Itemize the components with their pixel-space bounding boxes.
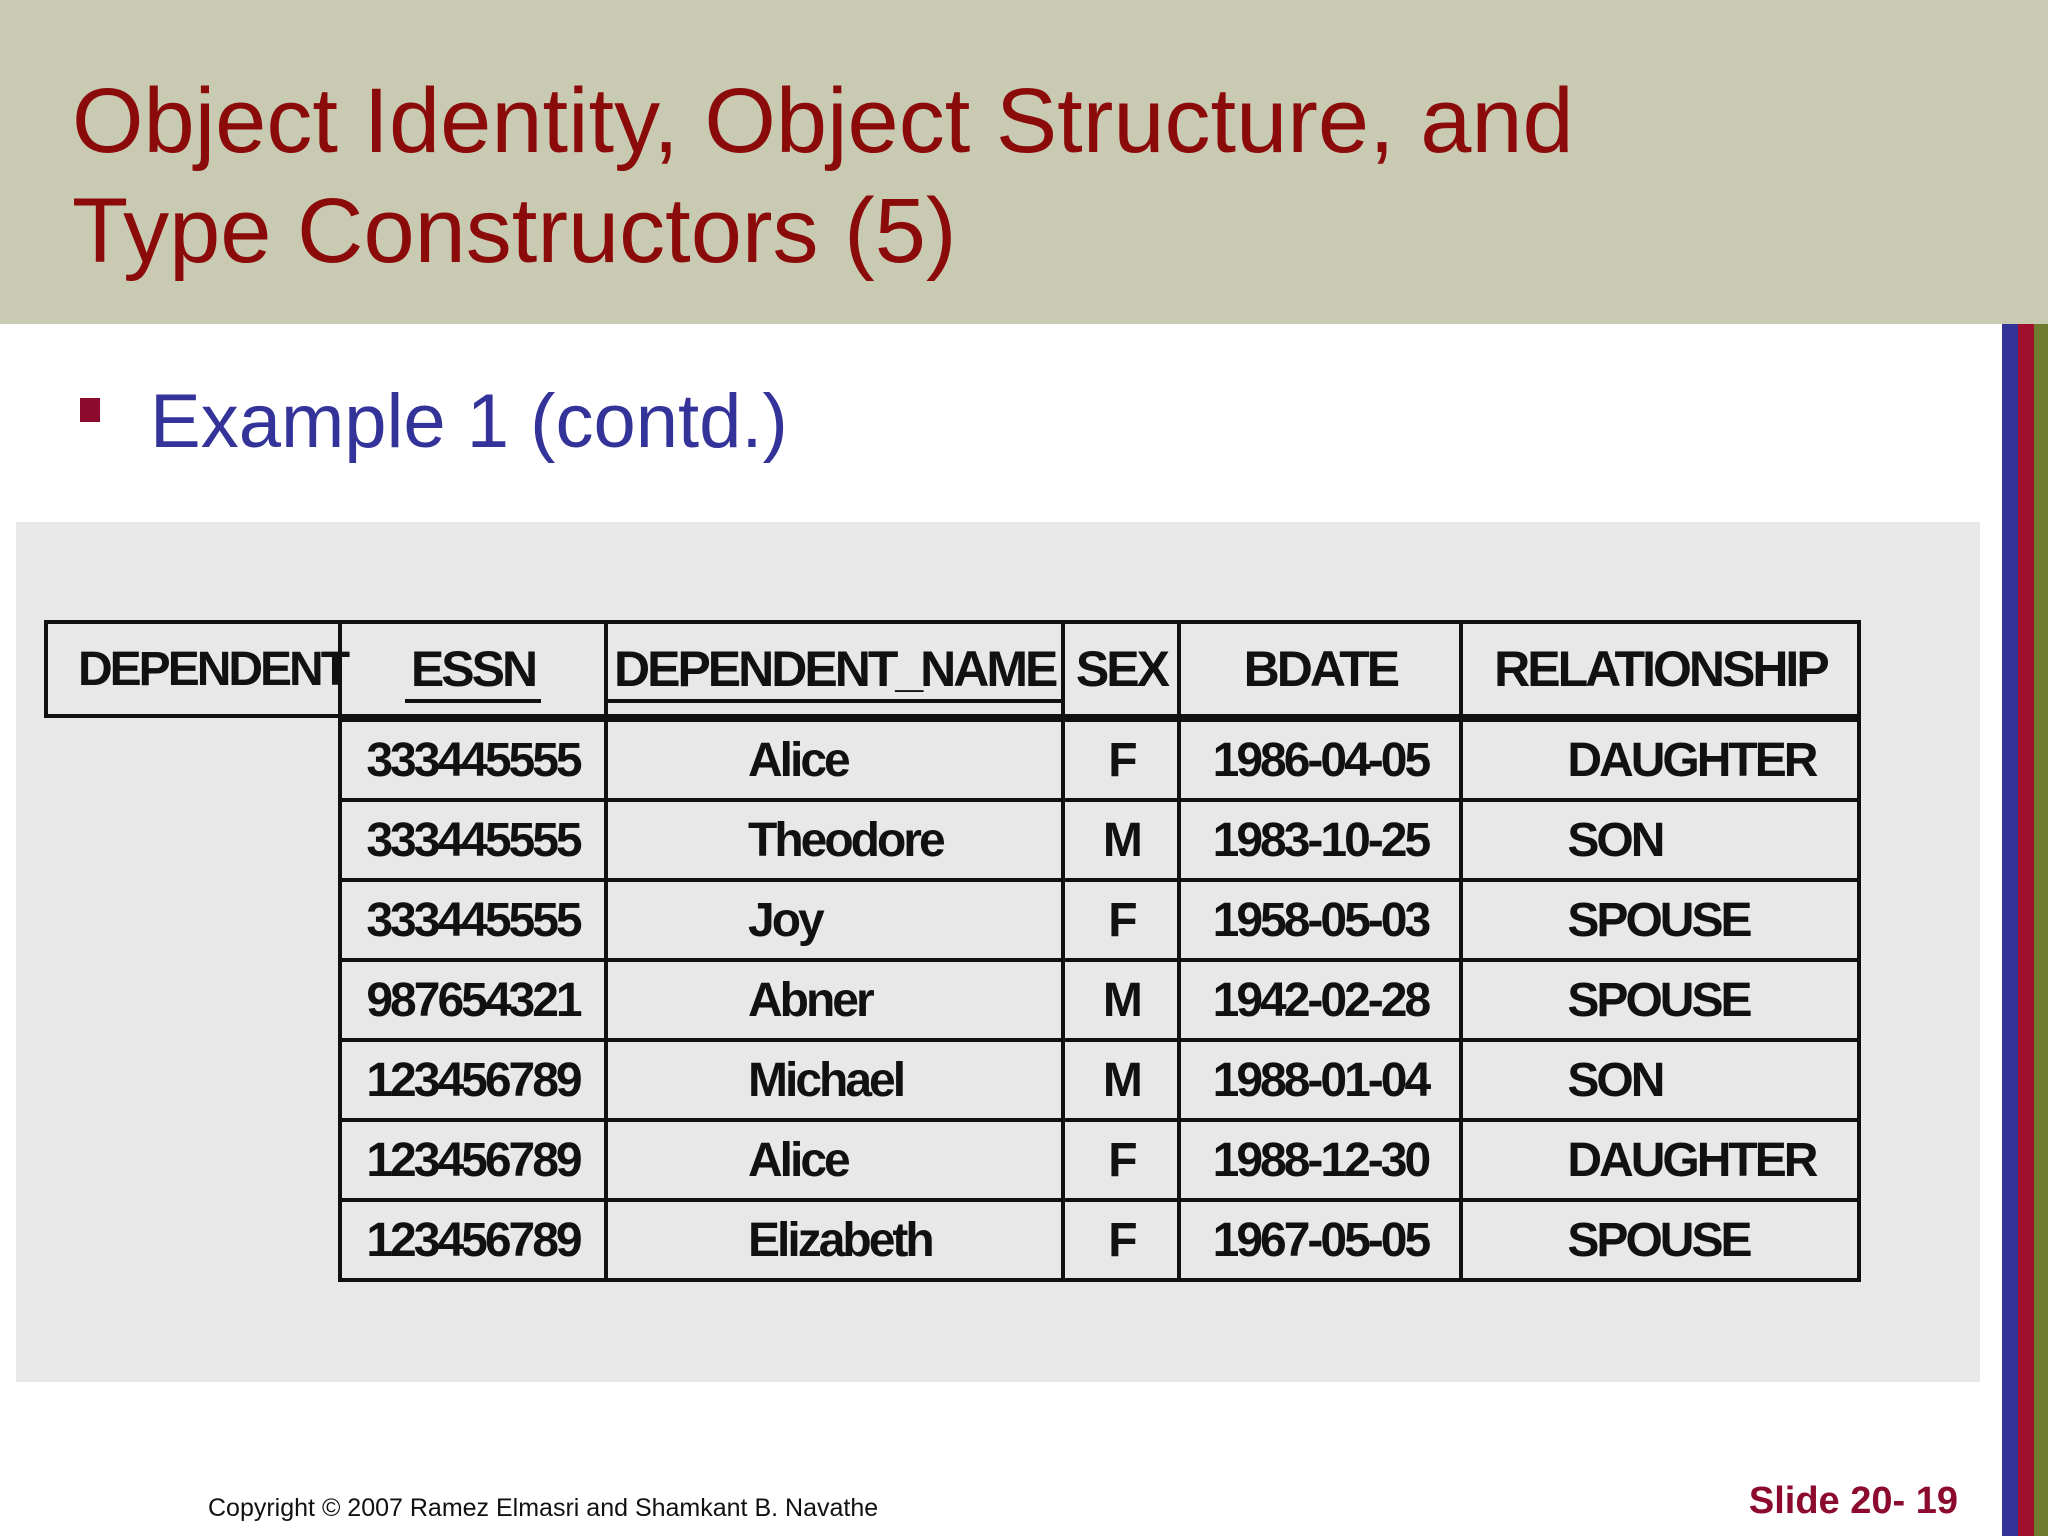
cell-essn: 123456789	[340, 1040, 606, 1120]
cell-essn: 123456789	[340, 1120, 606, 1200]
cell-dependent-name: Theodore	[606, 800, 1063, 880]
cell-relationship: SPOUSE	[1461, 880, 1859, 960]
decorative-stripes	[2002, 324, 2048, 1536]
table-row	[340, 1040, 1859, 1120]
cell-dependent-name: Michael	[606, 1040, 1063, 1120]
slide-title	[72, 66, 1772, 286]
bullet-text: Example 1 (contd.)	[150, 379, 788, 464]
table-header-row	[340, 622, 1859, 718]
cell-relationship: DAUGHTER	[1461, 1120, 1859, 1200]
cell-bdate: 1986-04-05	[1179, 718, 1461, 800]
cell-bdate: 1983-10-25	[1179, 800, 1461, 880]
cell-sex: F	[1063, 880, 1179, 960]
slide-title-line-2: Type Constructors (5)	[72, 180, 957, 282]
cell-sex: F	[1063, 718, 1179, 800]
cell-bdate: 1942-02-28	[1179, 960, 1461, 1040]
cell-essn: 333445555	[340, 718, 606, 800]
cell-bdate: 1988-12-30	[1179, 1120, 1461, 1200]
cell-bdate: 1967-05-05	[1179, 1200, 1461, 1280]
column-header-dependent-name: DEPENDENT_NAME	[606, 622, 1063, 718]
cell-relationship: SPOUSE	[1461, 1200, 1859, 1280]
cell-sex: M	[1063, 800, 1179, 880]
column-header-relationship: RELATIONSHIP	[1461, 622, 1859, 718]
cell-sex: F	[1063, 1120, 1179, 1200]
table-row	[340, 960, 1859, 1040]
cell-essn: 123456789	[340, 1200, 606, 1280]
cell-relationship: SPOUSE	[1461, 960, 1859, 1040]
bullet-square-icon	[80, 398, 100, 422]
stripe-blue	[2002, 324, 2018, 1536]
table-row	[340, 800, 1859, 880]
cell-sex: F	[1063, 1200, 1179, 1280]
cell-dependent-name: Joy	[606, 880, 1063, 960]
copyright-notice: Copyright © 2007 Ramez Elmasri and Shamkant B. Navathe	[208, 1494, 879, 1522]
cell-dependent-name: Alice	[606, 718, 1063, 800]
cell-bdate: 1988-01-04	[1179, 1040, 1461, 1120]
cell-essn: 333445555	[340, 880, 606, 960]
stripe-olive	[2034, 324, 2048, 1536]
table-row	[340, 1120, 1859, 1200]
relation-name: DEPENDENT	[44, 620, 340, 718]
table-row	[340, 880, 1859, 960]
table-row	[340, 1200, 1859, 1280]
slide-title-line-1: Object Identity, Object Structure, and	[72, 70, 1574, 172]
stripe-red	[2018, 324, 2034, 1536]
cell-essn: 333445555	[340, 800, 606, 880]
cell-essn: 987654321	[340, 960, 606, 1040]
cell-relationship: SON	[1461, 800, 1859, 880]
column-header-bdate: BDATE	[1179, 622, 1461, 718]
column-header-essn: ESSN	[340, 622, 606, 718]
slide-number: Slide 20- 19	[1748, 1480, 1958, 1522]
cell-dependent-name: Elizabeth	[606, 1200, 1063, 1280]
table-row	[340, 718, 1859, 800]
cell-sex: M	[1063, 960, 1179, 1040]
cell-dependent-name: Abner	[606, 960, 1063, 1040]
dependent-table	[338, 620, 1861, 1282]
cell-relationship: DAUGHTER	[1461, 718, 1859, 800]
column-header-sex: SEX	[1063, 622, 1179, 718]
cell-dependent-name: Alice	[606, 1120, 1063, 1200]
cell-sex: M	[1063, 1040, 1179, 1120]
cell-bdate: 1958-05-03	[1179, 880, 1461, 960]
cell-relationship: SON	[1461, 1040, 1859, 1120]
